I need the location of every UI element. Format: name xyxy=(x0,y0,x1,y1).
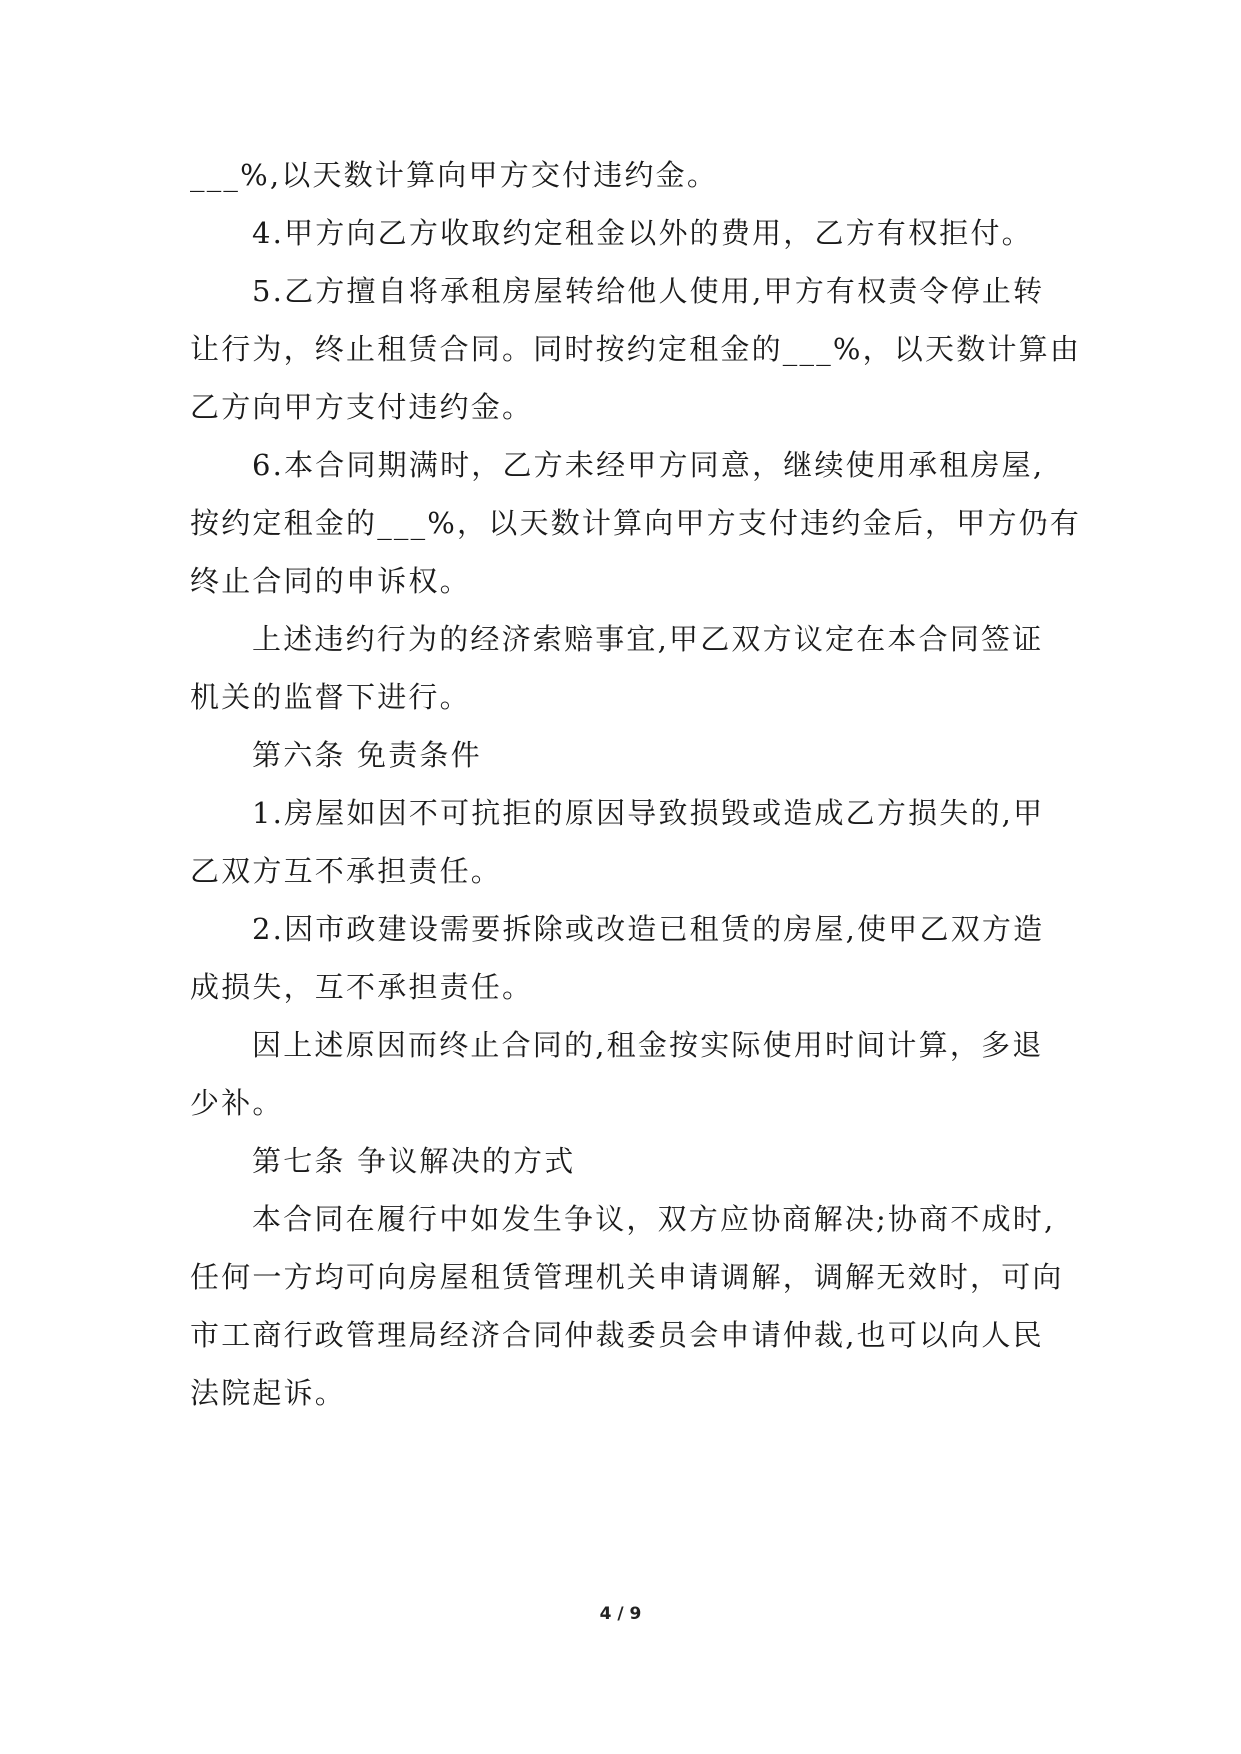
text-line: 让行为，终止租赁合同。同时按约定租金的___%，以天数计算由 xyxy=(190,332,1082,366)
text-line: ___%,以天数计算向甲方交付违约金。 xyxy=(190,158,719,192)
text-line: 5.乙方擅自将承租房屋转给他人使用,甲方有权责令停止转 xyxy=(252,274,1045,308)
text-line: 按约定租金的___%，以天数计算向甲方支付违约金后，甲方仍有 xyxy=(190,506,1082,540)
section-heading: 第六条 免责条件 xyxy=(252,738,482,772)
text-line: 成损失，互不承担责任。 xyxy=(190,970,534,1004)
text-line: 因上述原因而终止合同的,租金按实际使用时间计算，多退 xyxy=(252,1028,1044,1062)
text-line: 法院起诉。 xyxy=(190,1376,347,1410)
text-line: 任何一方均可向房屋租赁管理机关申请调解，调解无效时，可向 xyxy=(190,1260,1064,1294)
text-line: 本合同在履行中如发生争议，双方应协商解决;协商不成时, xyxy=(252,1202,1056,1236)
text-line: 机关的监督下进行。 xyxy=(190,680,471,714)
text-line: 4.甲方向乙方收取约定租金以外的费用，乙方有权拒付。 xyxy=(252,216,1033,250)
text-line: 乙方向甲方支付违约金。 xyxy=(190,390,534,424)
text-line: 2.因市政建设需要拆除或改造已租赁的房屋,使甲乙双方造 xyxy=(252,912,1045,946)
section-heading: 第七条 争议解决的方式 xyxy=(252,1144,576,1178)
text-line: 上述违约行为的经济索赔事宜,甲乙双方议定在本合同签证 xyxy=(252,622,1044,656)
text-line: 市工商行政管理局经济合同仲裁委员会申请仲裁,也可以向人民 xyxy=(190,1318,1044,1352)
text-line: 6.本合同期满时，乙方未经甲方同意，继续使用承租房屋, xyxy=(252,448,1045,482)
text-line: 1.房屋如因不可抗拒的原因导致损毁或造成乙方损失的,甲 xyxy=(252,796,1045,830)
text-line: 乙双方互不承担责任。 xyxy=(190,854,503,888)
text-line: 终止合同的申诉权。 xyxy=(190,564,471,598)
text-line: 少补。 xyxy=(190,1086,284,1120)
page-number: 4 / 9 xyxy=(599,1604,642,1624)
